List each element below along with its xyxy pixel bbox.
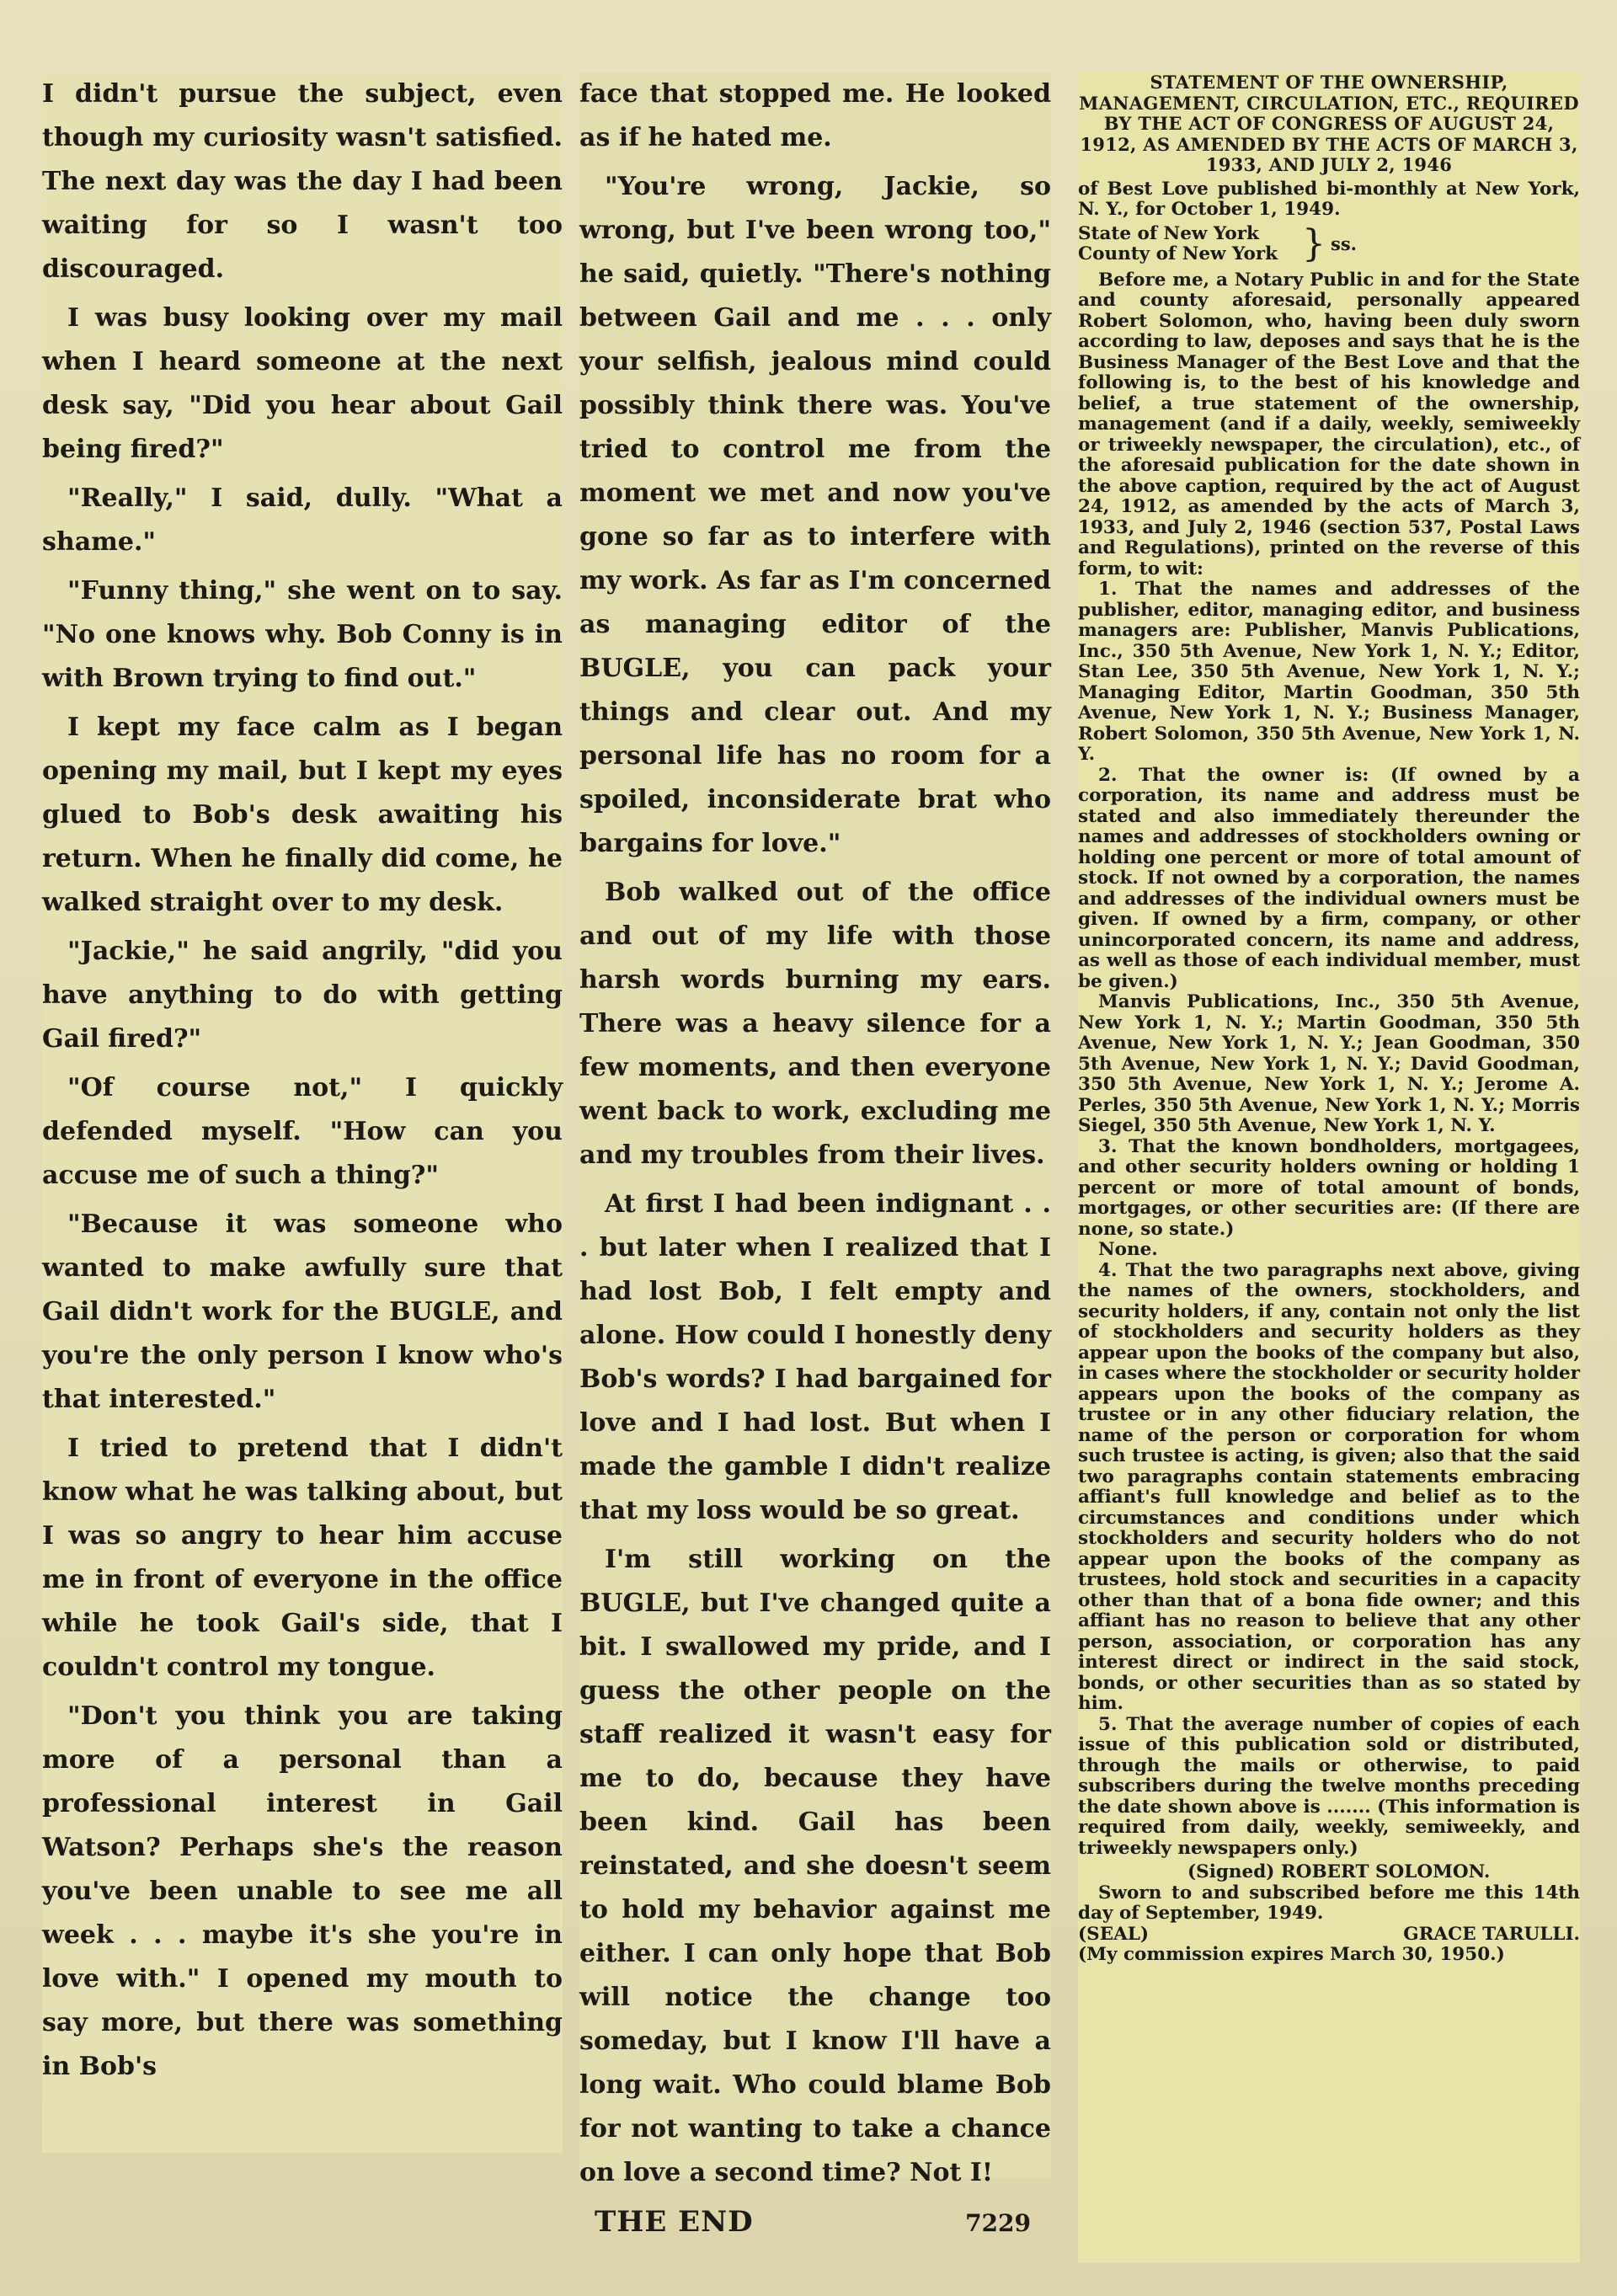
statement-item-1: 1. That the names and addresses of the publisher, editor, managing editor, and business managers are: Publisher, Manvis Publications, Inc., 350 5th Avenue, New York 1, N. Y.; Editor, Stan Lee, 350 5th Avenue, New York 1, N. Y.; Managing Editor, Martin Goodman, 350 5th Avenue, New York 1, N. Y.; Business Manager, Robert Solomon, 350 5th Avenue, New York 1, N. Y. [1078, 579, 1580, 765]
statement-heading: STATEMENT OF THE OWNERSHIP, MANAGEMENT, CIRCULATION, ETC., REQUIRED BY THE ACT OF CONGRESS OF AUGUST 24, 1912, AS AMENDED BY THE ACTS OF MARCH 3, 1933, AND JULY 2, 1946 [1079, 72, 1579, 175]
story-paragraph: "Funny thing," she went on to say. "No one knows why. Bob Conny is in with Brown trying to find out." [42, 576, 563, 693]
venue-state: State of New York [1078, 222, 1259, 244]
story-paragraph: I was busy looking over my mail when I heard someone at the next desk say, "Did you hear about Gail being fired?" [42, 303, 563, 464]
statement-none: None. [1098, 1239, 1158, 1260]
story-paragraph: "Because it was someone who wanted to make awfully sure that Gail didn't work for the BUGLE, and you're the only person I know who's that interested." [42, 1209, 563, 1414]
story-paragraph: I kept my face calm as I began opening my mail, but I kept my eyes glued to Bob's desk awaiting his return. When he finally did come, he walked straight over to my desk. [42, 713, 563, 917]
statement-item-2: 2. That the owner is: (If owned by a corporation, its name and address must be stated and also immediately thereunder the names and addresses of stockholders owning or holding one percent or more of total amount of stock. If not owned by a corporation, the names and addresses of the individual owners must be given. If owned by a firm, company, or other unincorporated concern, its name and address, as well as those of each individual member, must be given.) [1078, 764, 1580, 992]
story-paragraph: I didn't pursue the subject, even though my curiosity wasn't satisfied. The next day was the day I had been waiting for so I wasn't too discouraged. [42, 79, 563, 284]
venue-county: County of New York [1078, 243, 1278, 264]
story-paragraph: "Really," I said, dully. "What a shame." [42, 483, 563, 557]
statement-venue [1078, 224, 1580, 265]
story-paragraph: I tried to pretend that I didn't know what he was talking about, but I was so angry to hear him accuse me in front of everyone in the office while he took Gail's side, that I couldn't control my tongue. [42, 1434, 563, 1682]
statement-body: Before me, a Notary Public in and for the State and county aforesaid, personally appeared Robert Solomon, who, having been duly sworn according to law, deposes and says that he is the Business Manager of the Best Love and that the following is, to the best of his knowledge and belief, a true statement of the ownership, management (and if a daily, weekly, semiweekly or triweekly newspaper, the circulation), etc., of the aforesaid publication for the date shown in the above caption, required by the act of August 24, 1912, as amended by the acts of March 3, 1933, and July 2, 1946 (section 537, Postal Laws and Regulations), printed on the reverse of this form, to wit: [1078, 269, 1580, 579]
ownership-statement [1078, 72, 1580, 2262]
story-paragraph: Bob walked out of the office and out of my life with those harsh words burning my ears. There was a heavy silence for a few moments, and then everyone went back to work, excluding me and my troubles from their lives. [579, 878, 1051, 1170]
story-paragraph: "Don't you think you are taking more of a personal than a professional interest in Gail Watson? Perhaps she's the reason you've been unable to see me all week . . . maybe it's she you're in love with." I opened my mouth to say more, but there was something in Bob's [42, 1701, 563, 2081]
brace-icon: } [1302, 222, 1326, 265]
statement-intro: of Best Love published bi-monthly at New York, N. Y., for October 1, 1949. [1078, 178, 1580, 220]
story-paragraph: "You're wrong, Jackie, so wrong, but I've been wrong too," he said, quietly. "There's nothing between Gail and me . . . only your selfish, jealous mind could possibly think there was. You've tried to control me from the moment we met and now you've gone so far as to interfere with my work. As far as I'm concerned as managing editor of the BUGLE, you can pack your things and clear out. And my personal life has no room for a spoiled, inconsiderate brat who bargains for love." [579, 172, 1051, 858]
story-paragraph: "Of course not," I quickly defended myself. "How can you accuse me of such a thing?" [42, 1073, 563, 1190]
story-end-line [579, 2205, 1051, 2239]
story-paragraph: "Jackie," he said angrily, "did you have anything to do with getting Gail fired?" [42, 937, 563, 1054]
statement-item-5: 5. That the average number of copies of each issue of this publication sold or distributed, through the mails or otherwise, to paid subscribers during the twelve months preceding the date shown above is ....... (This information is required from daily, weekly, semiweekly, and triweekly newspapers only.) [1078, 1713, 1580, 1859]
story-code: 7229 [965, 2209, 1031, 2237]
statement-item-3: 3. That the known bondholders, mortgagees, and other security holders owning or holding 1 percent or more of total amount of bonds, mortgages, or other securities are: (If there are none, so state.) [1078, 1135, 1580, 1240]
story-paragraph: face that stopped me. He looked as if he hated me. [579, 79, 1051, 152]
sworn-line: Sworn to and subscribed before me this 14th day of September, 1949. [1078, 1882, 1580, 1924]
notary-name: GRACE TARULLI. [1403, 1923, 1580, 1945]
story-column-1 [42, 72, 563, 2153]
the-end-label: THE END [595, 2205, 754, 2239]
seal-label: (SEAL) [1078, 1923, 1150, 1945]
story-paragraph: At first I had been indignant . . . but later when I realized that I had lost Bob, I felt empty and alone. How could I honestly deny Bob's words? I had bargained for love and I had lost. But when I made the gamble I didn't realize that my loss would be so great. [579, 1189, 1051, 1525]
commission-expiry: (My commission expires March 30, 1950.) [1078, 1944, 1505, 1965]
story-column-2 [579, 72, 1051, 2239]
venue-ss: ss. [1331, 232, 1357, 254]
statement-item-4: 4. That the two paragraphs next above, giving the names of the owners, stockholders, and security holders, if any, contain not only the list of stockholders and security holders as they appear upon the books of the company but also, in cases where the stockholder or security holder appears upon the books of the company as trustee or in any other fiduciary relation, the name of the person or corporation for whom such trustee is acting, is given; also that the said two paragraphs contain statements embracing affiant's full knowledge and belief as to the circumstances and conditions under which stockholders and security holders who do not appear upon the books of the company as trustees, hold stock and securities in a capacity other than that of a bona fide owner; and this affiant has no reason to believe that any other person, association, or corporation has any interest direct or indirect in the said stock, bonds, or other securities than as so stated by him. [1078, 1259, 1580, 1714]
signed-name: (Signed) ROBERT SOLOMON. [1187, 1861, 1491, 1882]
statement-owners: Manvis Publications, Inc., 350 5th Avenue, New York 1, N. Y.; Martin Goodman, 350 5th Avenue, New York 1, N. Y.; Jean Goodman, 350 5th Avenue, New York 1, N. Y.; David Goodman, 350 5th Avenue, New York 1, N. Y.; Jerome A. Perles, 350 5th Avenue, New York 1, N. Y.; Morris Siegel, 350 5th Avenue, New York 1, N. Y. [1078, 991, 1580, 1136]
story-paragraph: I'm still working on the BUGLE, but I've changed quite a bit. I swallowed my pride, and I guess the other people on the staff realized it wasn't easy for me to do, because they have been kind. Gail has been reinstated, and she doesn't seem to hold my behavior against me either. I can only hope that Bob will notice the change too someday, but I know I'll have a long wait. Who could blame Bob for not wanting to take a chance on love a second time? Not I! [579, 1545, 1051, 2187]
signature-block [1078, 1862, 1580, 1966]
